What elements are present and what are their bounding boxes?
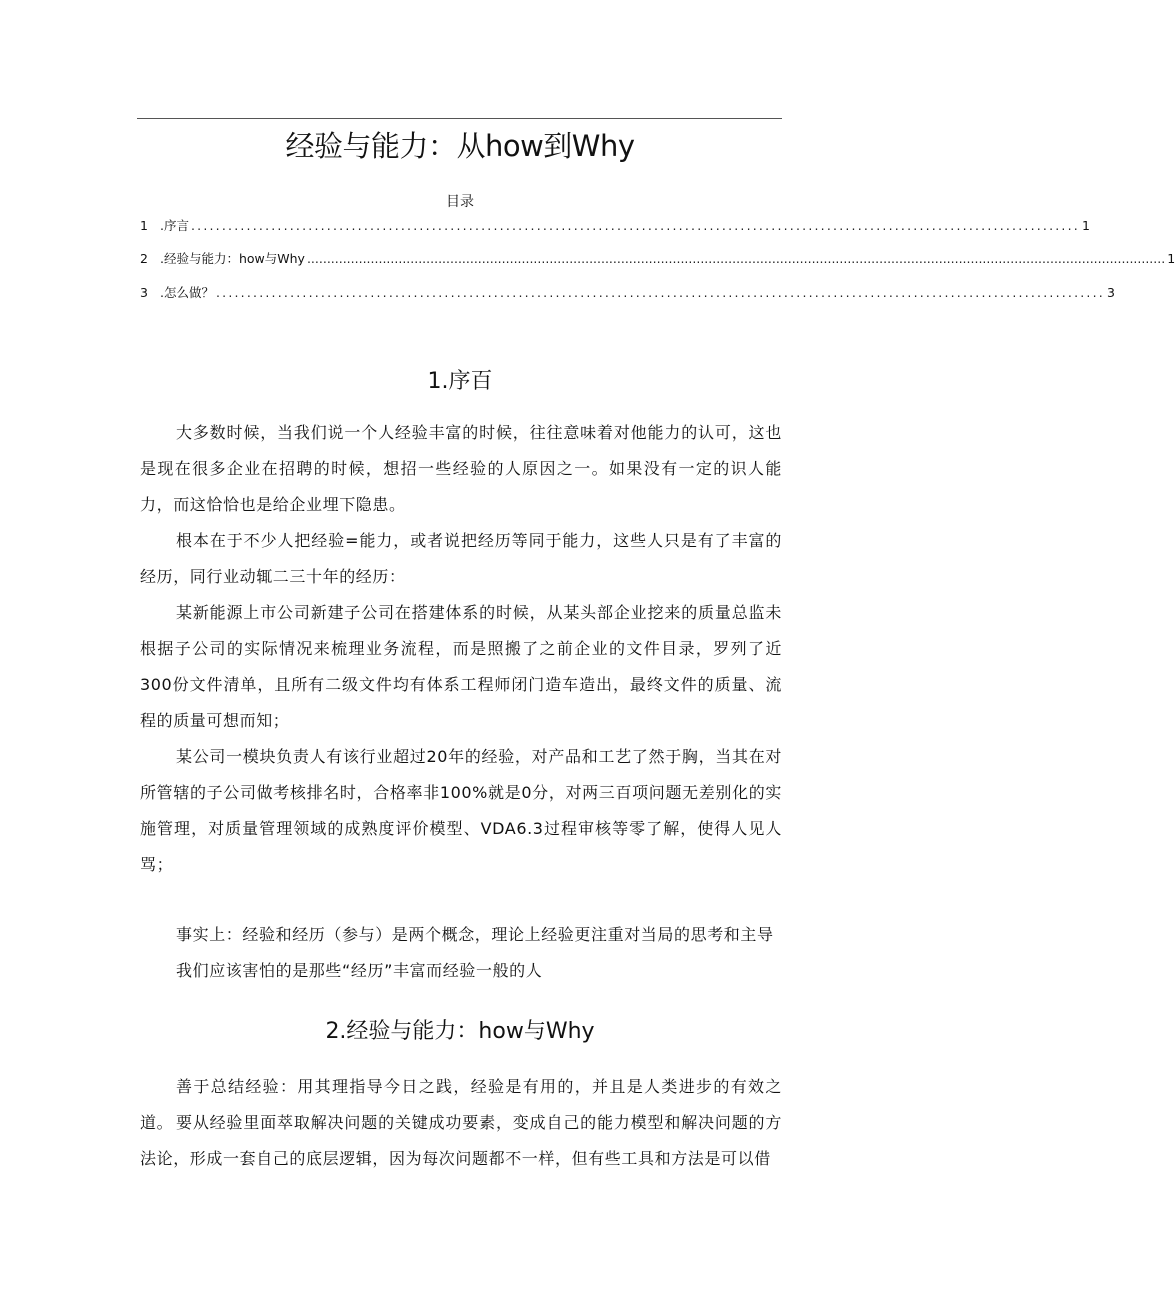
conclusion-statement: 我们应该害怕的是那些“经历”丰富而经验一般的人 [176,961,543,980]
paragraph: 要从经验里面萃取解决问题的关键成功要素，变成自己的能力模型和解决问题的方法论，形成一套自己的底层逻辑，因为每次问题都不一样，但有些工具和方法是可以借 [140,1113,782,1168]
toc-leader-dots: ........................................................................................................................................................................................................................ [306,251,1166,266]
paragraph: 大多数时候，当我们说一个人经验丰富的时候，往往意味着对他能力的认可，这也是现在很多企业在招聘的时候，想招一些经验的人原因之一。如果没有一定的识人能力，而这恰恰也是给企业埋下隐患。 [140,423,782,514]
toc-leader-dots: ................................................................................................................................................ [190,218,1080,233]
toc-entry-label: .怎么做？ [160,285,214,300]
toc-leader-dots: ................................................................................................................................................ [215,285,1105,300]
paragraph: 善于总结经验：用其理指导今日之践，经验是有用的，并且是人类进步的有效之道。 [140,1077,782,1132]
toc-entry[interactable] [140,249,1175,269]
fact-statement: 事实上：经验和经历（参与）是两个概念，理论上经验更注重对当局的思考和主导 [176,925,774,944]
toc-entry-number: 3 [140,285,148,300]
paragraph: 某公司一模块负责人有该行业超过20年的经验，对产品和工艺了然于胸，当其在对所管辖的子公司做考核排名时，合格率非100%就是0分，对两三百项问题无差别化的实施管理，对质量管理领域的成熟度评价模型、VDA6.3过程审核等零了解，使得人见人骂； [140,747,782,874]
toc-entry-page: 3 [1106,285,1115,300]
toc-entry-page: 1 [1167,251,1175,266]
toc-entry-label: .经验与能力：how与Why [160,251,305,266]
section-2-heading: 2.经验与能力：how与Why [325,1019,595,1044]
toc-entry-number: 2 [140,251,148,266]
toc-entry[interactable] [140,283,1115,303]
header-rule [137,118,782,119]
toc-entry-number: 1 [140,218,148,233]
section-1-heading: 1.序百 [427,369,493,394]
toc-heading: 目录 [446,194,474,210]
document-title: 经验与能力：从how到Why [285,129,635,163]
paragraph: 某新能源上市公司新建子公司在搭建体系的时候，从某头部企业挖来的质量总监未根据子公司的实际情况来梳理业务流程，而是照搬了之前企业的文件目录，罗列了近300份文件清单，且所有二级文件均有体系工程师闭门造车造出，最终文件的质量、流程的质量可想而知； [140,603,782,730]
toc-entry-label: .序言 [160,218,189,233]
toc-entry[interactable] [140,216,1090,236]
toc-entry-page: 1 [1081,218,1090,233]
paragraph: 根本在于不少人把经验=能力，或者说把经历等同于能力，这些人只是有了丰富的经历，同行业动辄二三十年的经历： [140,531,782,586]
